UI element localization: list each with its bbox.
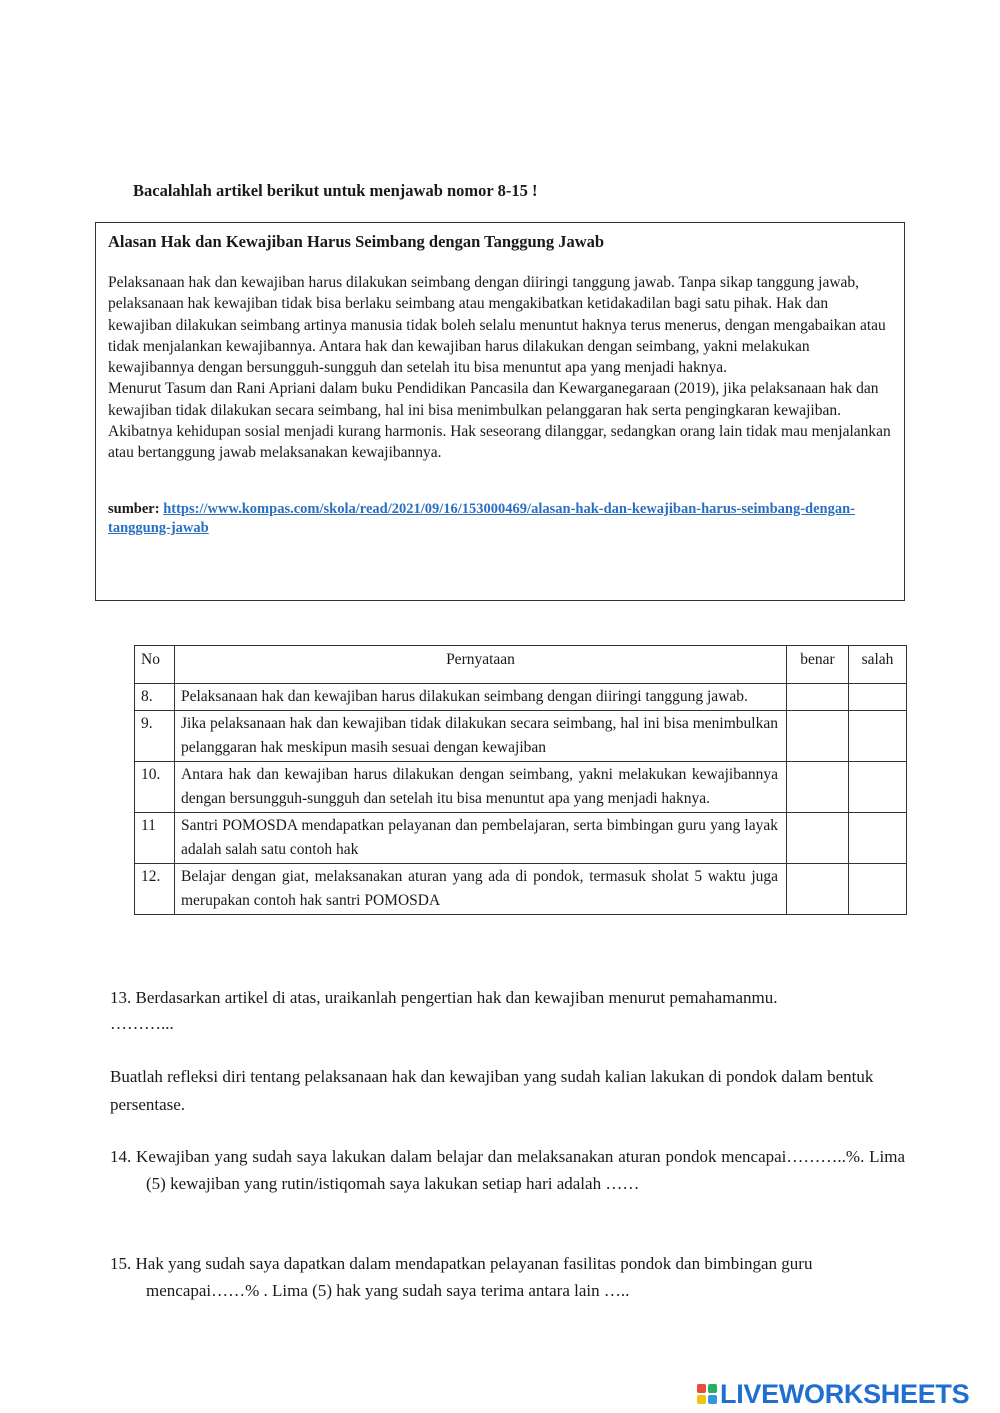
row-number: 8.: [135, 684, 175, 711]
source-link[interactable]: https://www.kompas.com/skola/read/2021/09/16/153000469/alasan-hak-dan-kewajiban-harus-seimbang-dengan-tanggung-jawab: [108, 500, 855, 536]
liveworksheets-logo: [697, 1377, 969, 1411]
table-row: [135, 710, 907, 761]
article-box: [95, 222, 905, 601]
row-statement: Antara hak dan kewajiban harus dilakukan dengan seimbang, yakni melakukan kewajibannya dengan bersungguh-sungguh dan setelah itu bisa menuntut apa yang menjadi haknya.: [175, 761, 787, 812]
article-paragraph: Pelaksanaan hak dan kewajiban harus dilakukan seimbang dengan diiringi tanggung jawab. Tanpa sikap tanggung jawab, pelaksanaan hak kewajiban tidak bisa berlaku seimbang atau mengakibatkan ketidakadilan bagi satu pihak. Hak dan kewajiban dilakukan seimbang artinya manusia tidak boleh selalu menuntut haknya terus menerus, dengan mengabaikan atau tidak menjalankan kewajibannya. Antara hak dan kewajiban harus dilakukan dengan seimbang, yakni melakukan kewajibannya dengan bersungguh-sungguh dan setelah itu bisa menuntut apa yang menjadi haknya.: [108, 274, 886, 377]
table-row: [135, 761, 907, 812]
row-statement: Santri POMOSDA mendapatkan pelayanan dan pembelajaran, serta bimbingan guru yang layak adalah salah satu contoh hak: [175, 812, 787, 863]
reflection-instruction: Buatlah refleksi diri tentang pelaksanaan hak dan kewajiban yang sudah kalian lakukan di pondok dalam bentuk persentase.: [110, 1067, 874, 1114]
logo-square: [697, 1395, 706, 1404]
answer-true-cell[interactable]: [787, 710, 849, 761]
answer-false-cell[interactable]: [849, 812, 907, 863]
row-number: 10.: [135, 761, 175, 812]
table-row: [135, 684, 907, 711]
row-statement: Jika pelaksanaan hak dan kewajiban tidak dilakukan secara seimbang, hal ini bisa menimbulkan pelanggaran hak meskipun masih sesuai dengan kewajiban: [175, 710, 787, 761]
answer-true-cell[interactable]: [787, 761, 849, 812]
answer-true-cell[interactable]: [787, 812, 849, 863]
logo-square: [708, 1384, 717, 1393]
answer-false-cell[interactable]: [849, 761, 907, 812]
question-15: 15. Hak yang sudah saya dapatkan dalam mendapatkan pelayanan fasilitas pondok dan bimbingan guru mencapai……% . Lima (5) hak yang sudah saya terima antara lain …..: [110, 1254, 813, 1300]
article-body: [108, 272, 892, 464]
row-number: 12.: [135, 863, 175, 914]
article-paragraph: Menurut Tasum dan Rani Apriani dalam buku Pendidikan Pancasila dan Kewarganegaraan (2019), jika pelaksanaan hak dan kewajiban tidak dilakukan secara seimbang, hal ini bisa menimbulkan pelanggaran hak serta pengingkaran kewajiban. Akibatnya kehidupan sosial menjadi kurang harmonis. Hak seseorang dilanggar, sedangkan orang lain tidak mau menjalankan atau bertanggung jawab melaksanakan kewajibannya.: [108, 380, 891, 462]
header-statement: Pernyataan: [175, 646, 787, 684]
answer-false-cell[interactable]: [849, 710, 907, 761]
row-statement: Pelaksanaan hak dan kewajiban harus dilakukan seimbang dengan diiringi tanggung jawab.: [175, 684, 787, 711]
row-number: 11: [135, 812, 175, 863]
header-false: salah: [849, 646, 907, 684]
answer-true-cell[interactable]: [787, 684, 849, 711]
logo-square: [697, 1384, 706, 1393]
question-14: 14. Kewajiban yang sudah saya lakukan dalam belajar dan melaksanakan aturan pondok mencapai………..%. Lima (5) kewajiban yang rutin/istiqomah saya lakukan setiap hari adalah ……: [110, 1147, 905, 1193]
instruction-heading: Bacalahlah artikel berikut untuk menjawab nomor 8-15 !: [133, 181, 538, 200]
question-13-text: 13. Berdasarkan artikel di atas, uraikanlah pengertian hak dan kewajiban menurut pemahamanmu.: [110, 988, 778, 1007]
question-13-answer-blank[interactable]: ………...: [110, 1014, 174, 1033]
table-header-row: [135, 646, 907, 684]
answer-false-cell[interactable]: [849, 684, 907, 711]
row-statement: Belajar dengan giat, melaksanakan aturan yang ada di pondok, termasuk sholat 5 waktu juga merupakan contoh hak santri POMOSDA: [175, 863, 787, 914]
liveworksheets-wordmark: LIVEWORKSHEETS: [720, 1378, 970, 1409]
row-number: 9.: [135, 710, 175, 761]
header-true: benar: [787, 646, 849, 684]
article-source: [108, 500, 892, 538]
logo-square: [708, 1395, 717, 1404]
true-false-table: [134, 645, 907, 915]
article-title: Alasan Hak dan Kewajiban Harus Seimbang dengan Tanggung Jawab: [108, 232, 605, 251]
table-row: [135, 863, 907, 914]
question-13: [110, 985, 910, 1037]
liveworksheets-icon: [697, 1384, 717, 1404]
source-label: sumber:: [108, 500, 160, 517]
table-row: [135, 812, 907, 863]
header-no: No: [135, 646, 175, 684]
answer-false-cell[interactable]: [849, 863, 907, 914]
answer-true-cell[interactable]: [787, 863, 849, 914]
